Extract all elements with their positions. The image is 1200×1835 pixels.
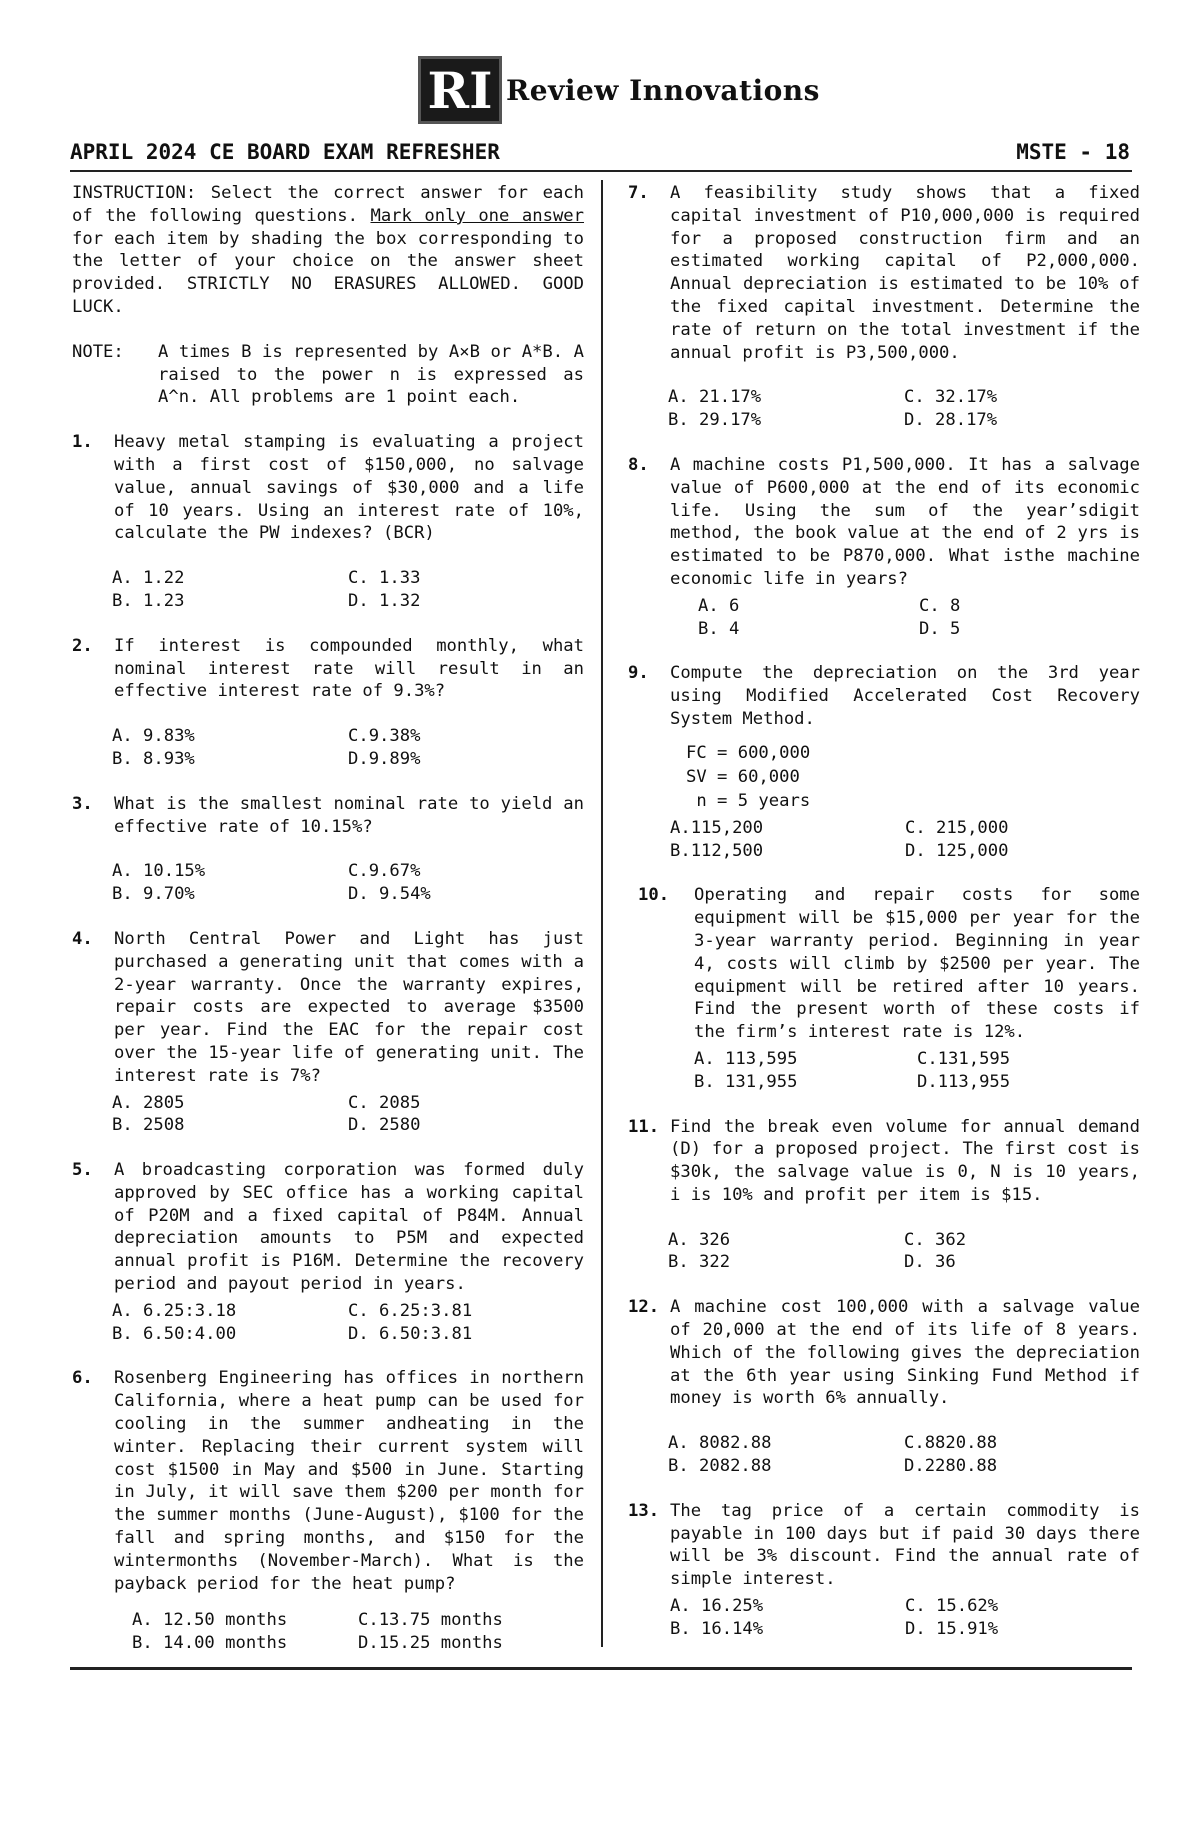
right-column [628, 182, 1140, 1641]
header-rule [70, 170, 1132, 172]
choices-1 [112, 567, 584, 613]
given-values [686, 741, 1140, 813]
choice: A. 9.83% [112, 726, 195, 747]
question-4 [72, 928, 584, 1088]
choice: C. 2085 [348, 1092, 421, 1113]
choices-7 [668, 386, 1140, 432]
choice: B. 8.93% [112, 748, 195, 769]
question-3 [72, 793, 584, 839]
given-line: SV = 60,000 [686, 766, 800, 787]
question-number: 12. [628, 1297, 660, 1318]
choice: B. 2082.88 [668, 1456, 772, 1477]
choices-11 [668, 1229, 1140, 1275]
note-label: NOTE: [72, 341, 124, 362]
choices-10 [694, 1048, 1140, 1094]
question-text: Compute the depreciation on the 3rd year using Modified Accelerated Cost Recovery System Method. [670, 663, 1140, 729]
question-number: 11. [628, 1116, 660, 1137]
choice: B. 29.17% [668, 410, 762, 431]
choice: A. 1.22 [112, 568, 185, 589]
exam-title: APRIL 2024 CE BOARD EXAM REFRESHER [70, 140, 500, 164]
choice: C.13.75 months [358, 1610, 503, 1631]
question-7 [628, 182, 1140, 364]
choices-4 [112, 1092, 584, 1138]
question-number: 5. [72, 1160, 93, 1181]
choice: A. 6.25:3.18 [112, 1300, 237, 1321]
choice: C. 1.33 [348, 568, 421, 589]
choice: B. 4 [698, 618, 740, 639]
question-text: What is the smallest nominal rate to yield an effective rate of 10.15%? [114, 793, 584, 837]
choice: A. 16.25% [670, 1596, 764, 1617]
choice: D. 15.91% [905, 1618, 999, 1639]
question-text: Operating and repair costs for some equipment will be $15,000 per year for the 3-year warranty period. Beginning in year 4, costs will climb by $2500 per year. The equipment will be retired after 10 years. Find the present worth of these costs if the firm’s interest rate is 12%. [694, 885, 1140, 1043]
question-number: 9. [628, 663, 649, 684]
question-5 [72, 1159, 584, 1296]
question-8 [628, 454, 1140, 591]
choice: A. 10.15% [112, 861, 206, 882]
choice: D. 2580 [348, 1115, 421, 1136]
question-12 [628, 1296, 1140, 1410]
choice: D.2280.88 [904, 1456, 998, 1477]
question-text: If interest is compounded monthly, what nominal interest rate will result in an effective interest rate of 9.3%? [114, 635, 584, 702]
choice: C. 215,000 [905, 817, 1009, 838]
choices-8 [698, 595, 1140, 641]
choice: D. 1.32 [348, 590, 421, 611]
question-text: A machine costs P1,500,000. It has a salvage value of P600,000 at the end of its economic life. Using the sum of the year’sdigit method, the book value at the end of 2 yrs is estimated to be P870,000. What isthe machine economic life in years? [670, 454, 1140, 589]
choice: D. 125,000 [905, 840, 1009, 861]
choice: B. 14.00 months [132, 1633, 288, 1654]
column-divider [601, 180, 603, 1647]
instruction-emphasis: Mark only one answer [370, 205, 584, 226]
choice: D.9.89% [348, 748, 421, 769]
choice: A. 326 [668, 1229, 731, 1250]
choice: D. 28.17% [904, 410, 998, 431]
left-column [72, 182, 584, 1655]
choices-6 [132, 1609, 584, 1655]
question-2 [72, 635, 584, 703]
choice: B. 131,955 [694, 1071, 798, 1092]
choice: C. 15.62% [905, 1596, 999, 1617]
question-text: A broadcasting corporation was formed duly approved by SEC office has a working capital of P20M and a fixed capital of P84M. Annual depreciation amounts to P5M and expected annual profit is P16M. Determine the recovery period and payout period in years. [114, 1160, 584, 1295]
note-text: A times B is represented by A×B or A*B. A raised to the power n is expressed as A^n. All problems are 1 point each. [158, 341, 584, 408]
choice: C. 32.17% [904, 387, 998, 408]
title-row [70, 140, 1130, 164]
choice: B. 9.70% [112, 884, 195, 905]
question-13 [628, 1500, 1140, 1591]
question-1 [72, 431, 584, 545]
question-text: Rosenberg Engineering has offices in northern California, where a heat pump can be used for cooling in the summer andheating in the winter. Replacing their current system will cost $1500 in May and $500 in June. Starting in July, it will save them $200 per month for the summer months (June-August), $100 for the fall and spring months, and $150 for the wintermonths (November-March). What is the payback period for the heat pump? [114, 1368, 584, 1594]
question-text: Heavy metal stamping is evaluating a project with a first cost of $150,000, no salvage value, annual savings of $30,000 and a life of 10 years. Using an interest rate of 10%, calculate the PW indexes? (BCR) [114, 432, 584, 544]
choices-3 [112, 860, 584, 906]
choice: A. 21.17% [668, 387, 762, 408]
choice: C.9.38% [348, 726, 421, 747]
question-text: Find the break even volume for annual demand (D) for a proposed project. The first cost is $30k, the salvage value is 0, N is 10 years, i is 10% and profit per item is $15. [670, 1116, 1140, 1205]
choices-2 [112, 725, 584, 771]
choice: A.115,200 [670, 817, 764, 838]
choice: D.113,955 [917, 1071, 1011, 1092]
choice: B. 6.50:4.00 [112, 1323, 237, 1344]
choice: C.8820.88 [904, 1433, 998, 1454]
brand-header [418, 56, 820, 124]
choices-5 [112, 1300, 584, 1346]
choice: D.15.25 months [358, 1633, 503, 1654]
choices-12 [668, 1432, 1140, 1478]
choice: B.112,500 [670, 840, 764, 861]
brand-name: Review Innovations [506, 73, 820, 107]
question-number: 13. [628, 1500, 660, 1521]
question-text: North Central Power and Light has just purchased a generating unit that comes with a 2-year warranty. Once the warranty expires, repair costs are expected to average $3500 per year. Find the EAC for the repair cost over the 15-year life of generating unit. The interest rate is 7%? [114, 928, 584, 1086]
question-11 [628, 1116, 1140, 1207]
choice: B. 2508 [112, 1115, 185, 1136]
question-text: A machine cost 100,000 with a salvage value of 20,000 at the end of its life of 8 years. Which of the following gives the depreciation at the 6th year using Sinking Fund Method if money is worth 6% annually. [670, 1297, 1140, 1409]
choice: A. 113,595 [694, 1048, 798, 1069]
choice: A. 8082.88 [668, 1433, 772, 1454]
set-code: MSTE - 18 [1016, 140, 1130, 164]
choice: C. 6.25:3.81 [348, 1300, 473, 1321]
question-number: 4. [72, 928, 93, 949]
question-number: 7. [628, 183, 649, 203]
choice: A. 2805 [112, 1092, 185, 1113]
choice: D. 6.50:3.81 [348, 1323, 473, 1344]
question-text: A feasibility study shows that a fixed capital investment of P10,000,000 is required for a proposed construction firm and an estimated working capital of P2,000,000. Annual depreciation is estimated to be 10% of the fixed capital investment. Determine the rate of return on the total investment if the annual profit is P3,500,000. [670, 183, 1140, 363]
question-number: 6. [72, 1368, 93, 1389]
choice: D. 9.54% [348, 884, 431, 905]
choice: C. 362 [904, 1229, 967, 1250]
choices-13 [670, 1595, 1140, 1641]
brand-logo: RI [418, 56, 502, 124]
question-number: 8. [628, 454, 649, 475]
note [72, 341, 584, 409]
choice: B. 1.23 [112, 590, 185, 611]
choice: C.9.67% [348, 861, 421, 882]
given-line: n = 5 years [686, 790, 811, 811]
choice: C.131,595 [917, 1048, 1011, 1069]
choice: A. 6 [698, 595, 740, 616]
question-number: 10. [638, 885, 670, 906]
choice: B. 322 [668, 1252, 731, 1273]
instruction: INSTRUCTION: Select the correct answer for each of the following questions. Mark only one answer for each item by shading the box corresponding to the letter of your choice on the answer sheet provided. STRICTLY NO ERASURES ALLOWED. GOOD LUCK. [72, 183, 584, 317]
question-number: 3. [72, 793, 93, 814]
choice: B. 16.14% [670, 1618, 764, 1639]
choice: D. 36 [904, 1252, 956, 1273]
choice: A. 12.50 months [132, 1610, 288, 1631]
given-line: FC = 600,000 [686, 742, 811, 763]
question-number: 2. [72, 635, 93, 656]
question-6 [72, 1367, 584, 1595]
footer-rule [70, 1667, 1132, 1670]
choices-9 [670, 817, 1140, 863]
choice: C. 8 [919, 595, 961, 616]
question-text: The tag price of a certain commodity is payable in 100 days but if paid 30 days there will be 3% discount. Find the annual rate of simple interest. [670, 1500, 1140, 1590]
choice: D. 5 [919, 618, 961, 639]
question-10 [638, 884, 1140, 1044]
question-number: 1. [72, 432, 93, 453]
question-9 [628, 662, 1140, 730]
